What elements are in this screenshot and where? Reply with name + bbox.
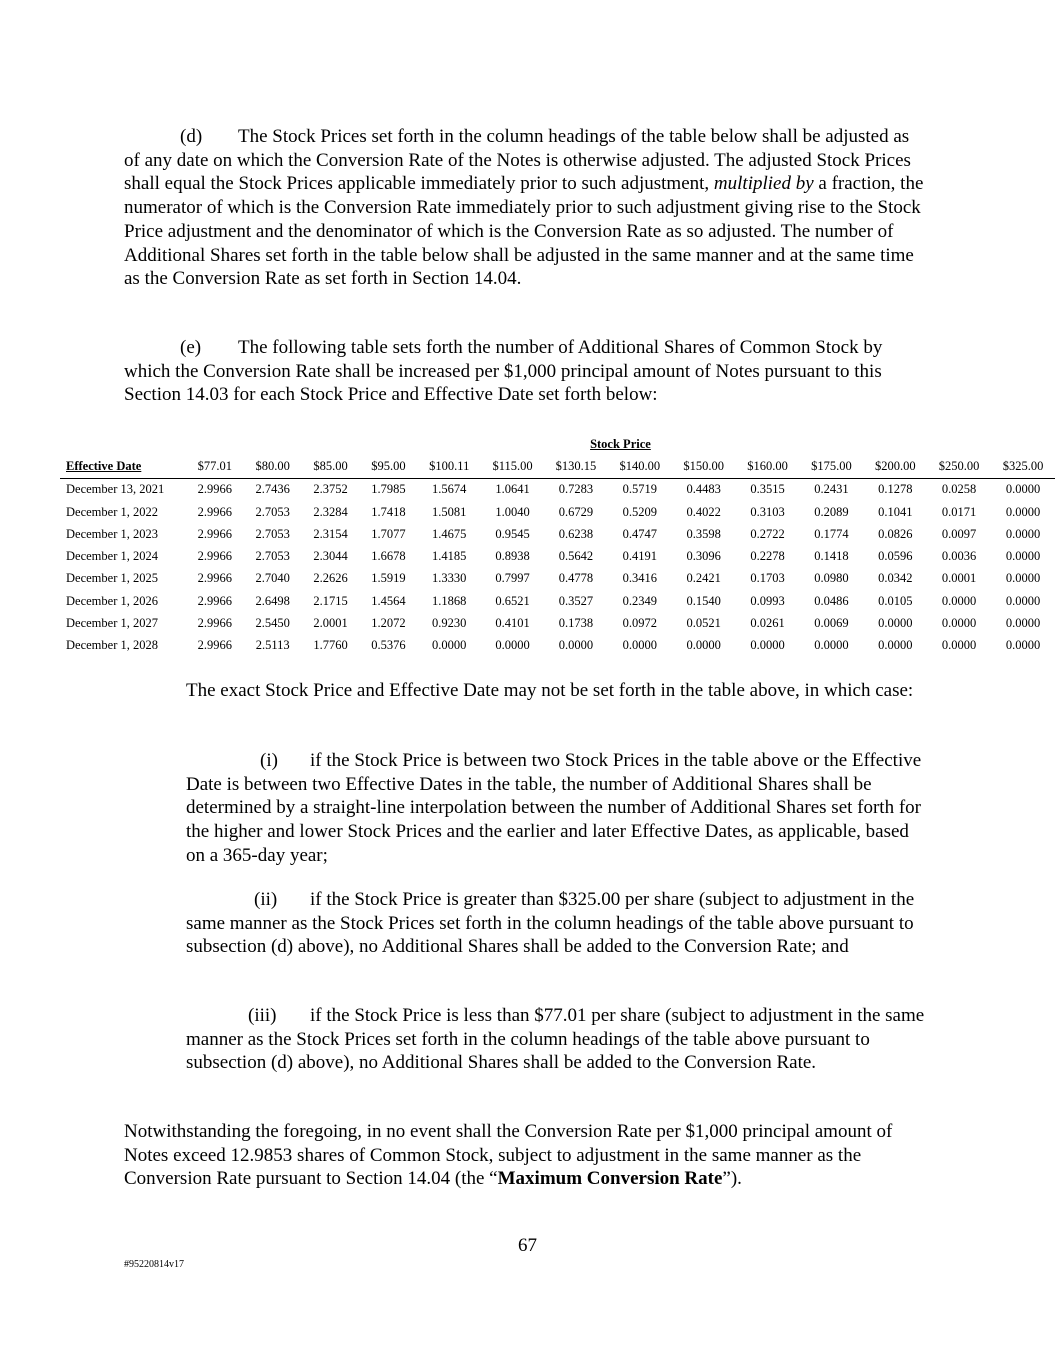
subclause-iii (186, 1004, 926, 1075)
additional-shares-cell: 0.0000 (941, 638, 977, 653)
additional-shares-cell: 2.7053 (255, 526, 290, 541)
additional-shares-cell: 1.4185 (432, 549, 467, 564)
additional-shares-cell: 0.8938 (495, 549, 530, 564)
additional-shares-cell: 0.0000 (814, 638, 849, 653)
additional-shares-cell: 0.0261 (750, 616, 785, 631)
table-row (60, 612, 1055, 634)
additional-shares-cell: 2.6498 (255, 593, 290, 608)
additional-shares-cell: 1.6678 (371, 549, 406, 564)
additional-shares-cell: 0.3103 (750, 504, 785, 519)
page-number: 67 (518, 1235, 537, 1256)
effective-date-header: Effective Date (60, 455, 186, 478)
additional-shares-cell: 2.7040 (255, 571, 290, 586)
additional-shares-cell: 2.3154 (313, 526, 348, 541)
additional-shares-cell: 0.1540 (686, 593, 721, 608)
additional-shares-cell: 0.0000 (941, 593, 977, 608)
additional-shares-cell: 2.3284 (313, 504, 348, 519)
additional-shares-cell: 2.0001 (313, 616, 348, 631)
additional-shares-cell: 0.0000 (558, 638, 594, 653)
additional-shares-cell: 1.5919 (371, 571, 406, 586)
price-header: $100.11 (417, 455, 481, 478)
additional-shares-cell: 0.3416 (622, 571, 657, 586)
additional-shares-cell: 0.0000 (1005, 616, 1041, 631)
paragraph-e-label: (e) (180, 337, 202, 358)
maximum-conversion-text-a: Notwithstanding the foregoing, in no event shall the Conversion Rate per $1,000 principal amount of Notes exceed 12.9853 shares of Common Stock, subject to adjustment in the same manner as the Conversion Rate pursuant to Section 14.04 (the “ (124, 1121, 893, 1190)
additional-shares-cell: 0.0000 (1005, 549, 1041, 564)
additional-shares-cell: 0.9545 (495, 526, 530, 541)
additional-shares-cell: 0.0596 (878, 549, 913, 564)
additional-shares-cell: 0.4101 (495, 616, 530, 631)
additional-shares-cell: 1.7077 (371, 526, 406, 541)
additional-shares-cell: 1.7985 (371, 482, 406, 497)
additional-shares-cell: 0.2089 (814, 504, 849, 519)
additional-shares-cell: 0.3096 (686, 549, 721, 564)
additional-shares-cell: 1.5674 (432, 482, 467, 497)
subclause-i-text: if the Stock Price is between two Stock Prices in the table above or the Effective Date is between two Effective Dates in the table, the number of Additional Shares shall be determined by a straight-line interpolation between the number of Additional Shares set forth for the higher and lower Stock Prices and the earlier and later Effective Dates, as applicable, based on a 365-day year; (186, 750, 922, 866)
additional-shares-cell: 0.0972 (622, 616, 657, 631)
effective-date-cell: December 1, 2024 (66, 549, 158, 564)
additional-shares-cell: 0.2722 (750, 526, 785, 541)
additional-shares-cell: 2.9966 (197, 526, 232, 541)
additional-shares-cell: 2.2626 (313, 571, 348, 586)
additional-shares-cell: 0.1703 (750, 571, 785, 586)
price-header: $325.00 (991, 455, 1055, 478)
additional-shares-cell: 1.4675 (432, 526, 467, 541)
paragraph-d-italic: multiplied by (713, 173, 814, 195)
additional-shares-cell: 1.2072 (371, 616, 406, 631)
additional-shares-cell: 0.0486 (814, 593, 849, 608)
effective-date-cell: December 1, 2023 (66, 526, 158, 541)
additional-shares-table (60, 433, 1055, 657)
additional-shares-cell: 1.1868 (432, 593, 467, 608)
additional-shares-cell: 2.7053 (255, 504, 290, 519)
additional-shares-cell: 1.0641 (495, 482, 530, 497)
additional-shares-cell: 0.0000 (1005, 482, 1041, 497)
additional-shares-cell: 0.3527 (558, 593, 594, 608)
additional-shares-cell: 0.1278 (878, 482, 913, 497)
maximum-conversion-rate-term: Maximum Conversion Rate (497, 1168, 723, 1190)
additional-shares-cell: 0.2431 (814, 482, 849, 497)
maximum-conversion-paragraph (124, 1120, 924, 1191)
subclause-i-label: (i) (260, 750, 278, 771)
price-header: $200.00 (863, 455, 927, 478)
additional-shares-cell: 1.0040 (495, 504, 530, 519)
additional-shares-cell: 0.1738 (558, 616, 594, 631)
effective-date-cell: December 1, 2026 (66, 593, 158, 608)
additional-shares-cell: 0.6729 (558, 504, 594, 519)
paragraph-d (124, 125, 924, 291)
price-header: $85.00 (302, 455, 360, 478)
additional-shares-cell: 0.0000 (1005, 504, 1041, 519)
table-row (60, 501, 1055, 523)
price-header: $115.00 (481, 455, 544, 478)
subclause-iii-label: (iii) (248, 1005, 277, 1026)
additional-shares-cell: 0.0342 (878, 571, 913, 586)
price-header: $150.00 (672, 455, 736, 478)
table-row (60, 635, 1055, 657)
table-row (60, 523, 1055, 545)
additional-shares-cell: 2.9966 (197, 549, 232, 564)
additional-shares-cell: 0.1041 (878, 504, 913, 519)
table-row (60, 590, 1055, 612)
additional-shares-cell: 2.5113 (255, 638, 290, 653)
additional-shares-cell: 0.9230 (432, 616, 467, 631)
additional-shares-cell: 2.3044 (313, 549, 348, 564)
additional-shares-cell: 0.0069 (814, 616, 849, 631)
additional-shares-cell: 0.4747 (622, 526, 657, 541)
table-row (60, 478, 1055, 501)
additional-shares-cell: 2.7053 (255, 549, 290, 564)
additional-shares-cell: 0.0000 (1005, 571, 1041, 586)
additional-shares-cell: 2.9966 (197, 571, 232, 586)
maximum-conversion-text-b: ”). (722, 1168, 742, 1190)
price-header: $160.00 (736, 455, 800, 478)
price-header: $77.01 (186, 455, 244, 478)
additional-shares-cell: 1.7760 (313, 638, 348, 653)
subclause-i (186, 749, 926, 868)
additional-shares-cell: 0.0258 (941, 482, 977, 497)
table-row (60, 545, 1055, 567)
additional-shares-cell: 0.0000 (878, 616, 913, 631)
price-header: $95.00 (359, 455, 417, 478)
document-id: #95220814v17 (124, 1259, 184, 1270)
additional-shares-cell: 0.0097 (941, 526, 977, 541)
paragraph-e (124, 336, 924, 407)
additional-shares-cell: 2.9966 (197, 638, 232, 653)
additional-shares-cell: 0.6238 (558, 526, 594, 541)
price-header: $175.00 (799, 455, 863, 478)
additional-shares-cell: 0.0036 (941, 549, 977, 564)
additional-shares-cell: 0.4778 (558, 571, 594, 586)
additional-shares-cell: 0.0000 (1005, 638, 1041, 653)
paragraph-d-label: (d) (180, 126, 203, 147)
additional-shares-cell: 0.2421 (686, 571, 721, 586)
additional-shares-cell: 1.3330 (432, 571, 467, 586)
additional-shares-cell: 0.5209 (622, 504, 657, 519)
additional-shares-cell: 0.5642 (558, 549, 594, 564)
additional-shares-cell: 1.5081 (432, 504, 467, 519)
additional-shares-cell: 0.4191 (622, 549, 657, 564)
additional-shares-cell: 0.0000 (1005, 593, 1041, 608)
additional-shares-cell: 0.1774 (814, 526, 849, 541)
additional-shares-cell: 0.4483 (686, 482, 721, 497)
additional-shares-cell: 2.5450 (255, 616, 290, 631)
effective-date-cell: December 13, 2021 (66, 482, 165, 497)
table-row (60, 568, 1055, 590)
exact-price-text: The exact Stock Price and Effective Date may not be set forth in the table above, in which case: (186, 680, 914, 701)
subclause-ii (186, 888, 926, 959)
additional-shares-cell: 0.0171 (941, 504, 977, 519)
paragraph-e-text: The following table sets forth the number of Additional Shares of Common Stock by which the Conversion Rate shall be increased per $1,000 principal amount of Notes pursuant to this Section 14.03 for each Stock Price and Effective Date set forth below: (124, 337, 883, 406)
stock-price-header: Stock Price (590, 436, 651, 451)
additional-shares-cell: 2.9966 (197, 482, 232, 497)
price-header: $250.00 (927, 455, 991, 478)
additional-shares-cell: 0.7997 (495, 571, 530, 586)
subclause-iii-text: if the Stock Price is less than $77.01 per share (subject to adjustment in the same manner as the Stock Prices set forth in the column headings of the table above pursuant to subsection (d) above), no Additional Shares shall be added to the Conversion Rate. (186, 1005, 925, 1074)
additional-shares-cell: 0.5376 (371, 638, 406, 653)
effective-date-cell: December 1, 2025 (66, 571, 158, 586)
additional-shares-cell: 0.0000 (432, 638, 467, 653)
additional-shares-cell: 0.7283 (558, 482, 594, 497)
additional-shares-cell: 0.6521 (495, 593, 530, 608)
additional-shares-cell: 0.1418 (814, 549, 849, 564)
additional-shares-cell: 2.3752 (313, 482, 348, 497)
additional-shares-cell: 0.0000 (1005, 526, 1041, 541)
additional-shares-cell: 0.0000 (686, 638, 721, 653)
price-header: $80.00 (244, 455, 302, 478)
effective-date-cell: December 1, 2022 (66, 504, 158, 519)
additional-shares-cell: 0.0000 (941, 616, 977, 631)
additional-shares-cell: 2.1715 (313, 593, 348, 608)
price-header: $140.00 (608, 455, 672, 478)
additional-shares-cell: 0.2349 (622, 593, 657, 608)
paragraph-d-text-b: a fraction, the numerator of which is the Conversion Rate immediately prior to such adjustment giving rise to the Stock Price adjustment and the denominator of which is the Conversion Rate as so adjusted. The number of Additional Shares set forth in the table below shall be adjusted in the same manner and at the same time as the Conversion Rate as set forth in Section 14.04. (124, 173, 924, 290)
additional-shares-cell: 0.0826 (878, 526, 913, 541)
additional-shares-cell: 0.5719 (622, 482, 657, 497)
additional-shares-cell: 0.0521 (686, 616, 721, 631)
additional-shares-cell: 0.0001 (941, 571, 977, 586)
price-header: $130.15 (544, 455, 608, 478)
additional-shares-cell: 0.0000 (622, 638, 657, 653)
additional-shares-cell: 1.7418 (371, 504, 406, 519)
subclause-ii-label: (ii) (254, 889, 278, 910)
additional-shares-cell: 0.0993 (750, 593, 785, 608)
additional-shares-cell: 2.9966 (197, 616, 232, 631)
table-header-row (60, 455, 1055, 478)
additional-shares-cell: 0.3515 (750, 482, 785, 497)
exact-price-paragraph (124, 679, 924, 703)
additional-shares-cell: 0.4022 (686, 504, 721, 519)
additional-shares-cell: 0.0000 (750, 638, 785, 653)
additional-shares-cell: 0.3598 (686, 526, 721, 541)
additional-shares-cell: 0.0980 (814, 571, 849, 586)
additional-shares-cell: 0.0000 (878, 638, 913, 653)
additional-shares-cell: 2.9966 (197, 504, 232, 519)
additional-shares-cell: 2.9966 (197, 593, 232, 608)
additional-shares-cell: 0.0000 (495, 638, 530, 653)
paragraph-d-text-a: The Stock Prices set forth in the column headings of the table below shall be adjusted as of any date on which the Conversion Rate of the Notes is otherwise adjusted. The adjusted Stock Prices shall equal the Stock Prices applicable immediately prior to such adjustment, (124, 126, 911, 195)
additional-shares-cell: 2.7436 (255, 482, 290, 497)
additional-shares-cell: 1.4564 (371, 593, 406, 608)
additional-shares-cell: 0.0105 (878, 593, 913, 608)
subclause-ii-text: if the Stock Price is greater than $325.00 per share (subject to adjustment in the same manner as the Stock Prices set forth in the column headings of the table above pursuant to subsection (d) above), no Additional Shares shall be added to the Conversion Rate; and (186, 889, 915, 958)
effective-date-cell: December 1, 2027 (66, 616, 158, 631)
effective-date-cell: December 1, 2028 (66, 638, 158, 653)
additional-shares-cell: 0.2278 (750, 549, 785, 564)
